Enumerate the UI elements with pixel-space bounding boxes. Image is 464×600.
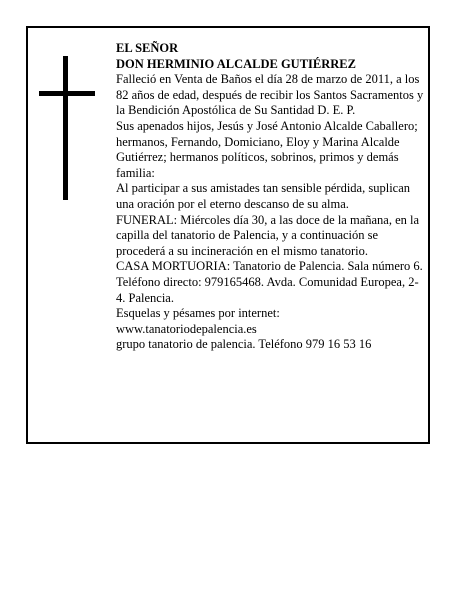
- deceased-name: DON HERMINIO ALCALDE GUTIÉRREZ: [116, 56, 356, 71]
- cross-vertical-bar: [63, 56, 68, 200]
- cross-horizontal-bar: [39, 91, 95, 96]
- obituary-notice: [26, 26, 430, 444]
- contact-phone: grupo tanatorio de palencia. Teléfono 979 16 53 16: [116, 337, 372, 352]
- family-list: Sus apenados hijos, Jesús y José Antonio Alcalde Caballero; hermanos, Fernando, Domiciano, Eloy y Marina Alcalde Gutiérrez; hermanos políticos, sobrinos, primos y demás familia:: [116, 118, 418, 180]
- mortuary-details: CASA MORTUORIA: Tanatorio de Palencia. Sala número 6. Teléfono directo: 979165468. Avda. Comunidad Europea, 2-4. Palencia.: [116, 259, 423, 305]
- internet-condolences-label: Esquelas y pésames por internet:: [116, 306, 280, 321]
- website-url: www.tanatoriodepalencia.es: [116, 321, 257, 336]
- death-announcement: Falleció en Venta de Baños el día 28 de marzo de 2011, a los 82 años de edad, después de recibir los Santos Sacramentos y la Bendición Apostólica de Su Santidad D. E. P.: [116, 72, 424, 118]
- funeral-details: FUNERAL: Miércoles día 30, a las doce de la mañana, en la capilla del tanatorio de Palencia, y a continuación se procederá a su incineración en el mismo tanatorio.: [116, 212, 420, 258]
- notice-heading-line1: EL SEÑOR: [116, 41, 179, 55]
- notice-text: [116, 41, 426, 353]
- latin-cross-icon: [39, 56, 95, 200]
- prayer-request: Al participar a sus amistades tan sensible pérdida, suplican una oración por el eterno descanso de su alma.: [116, 181, 411, 211]
